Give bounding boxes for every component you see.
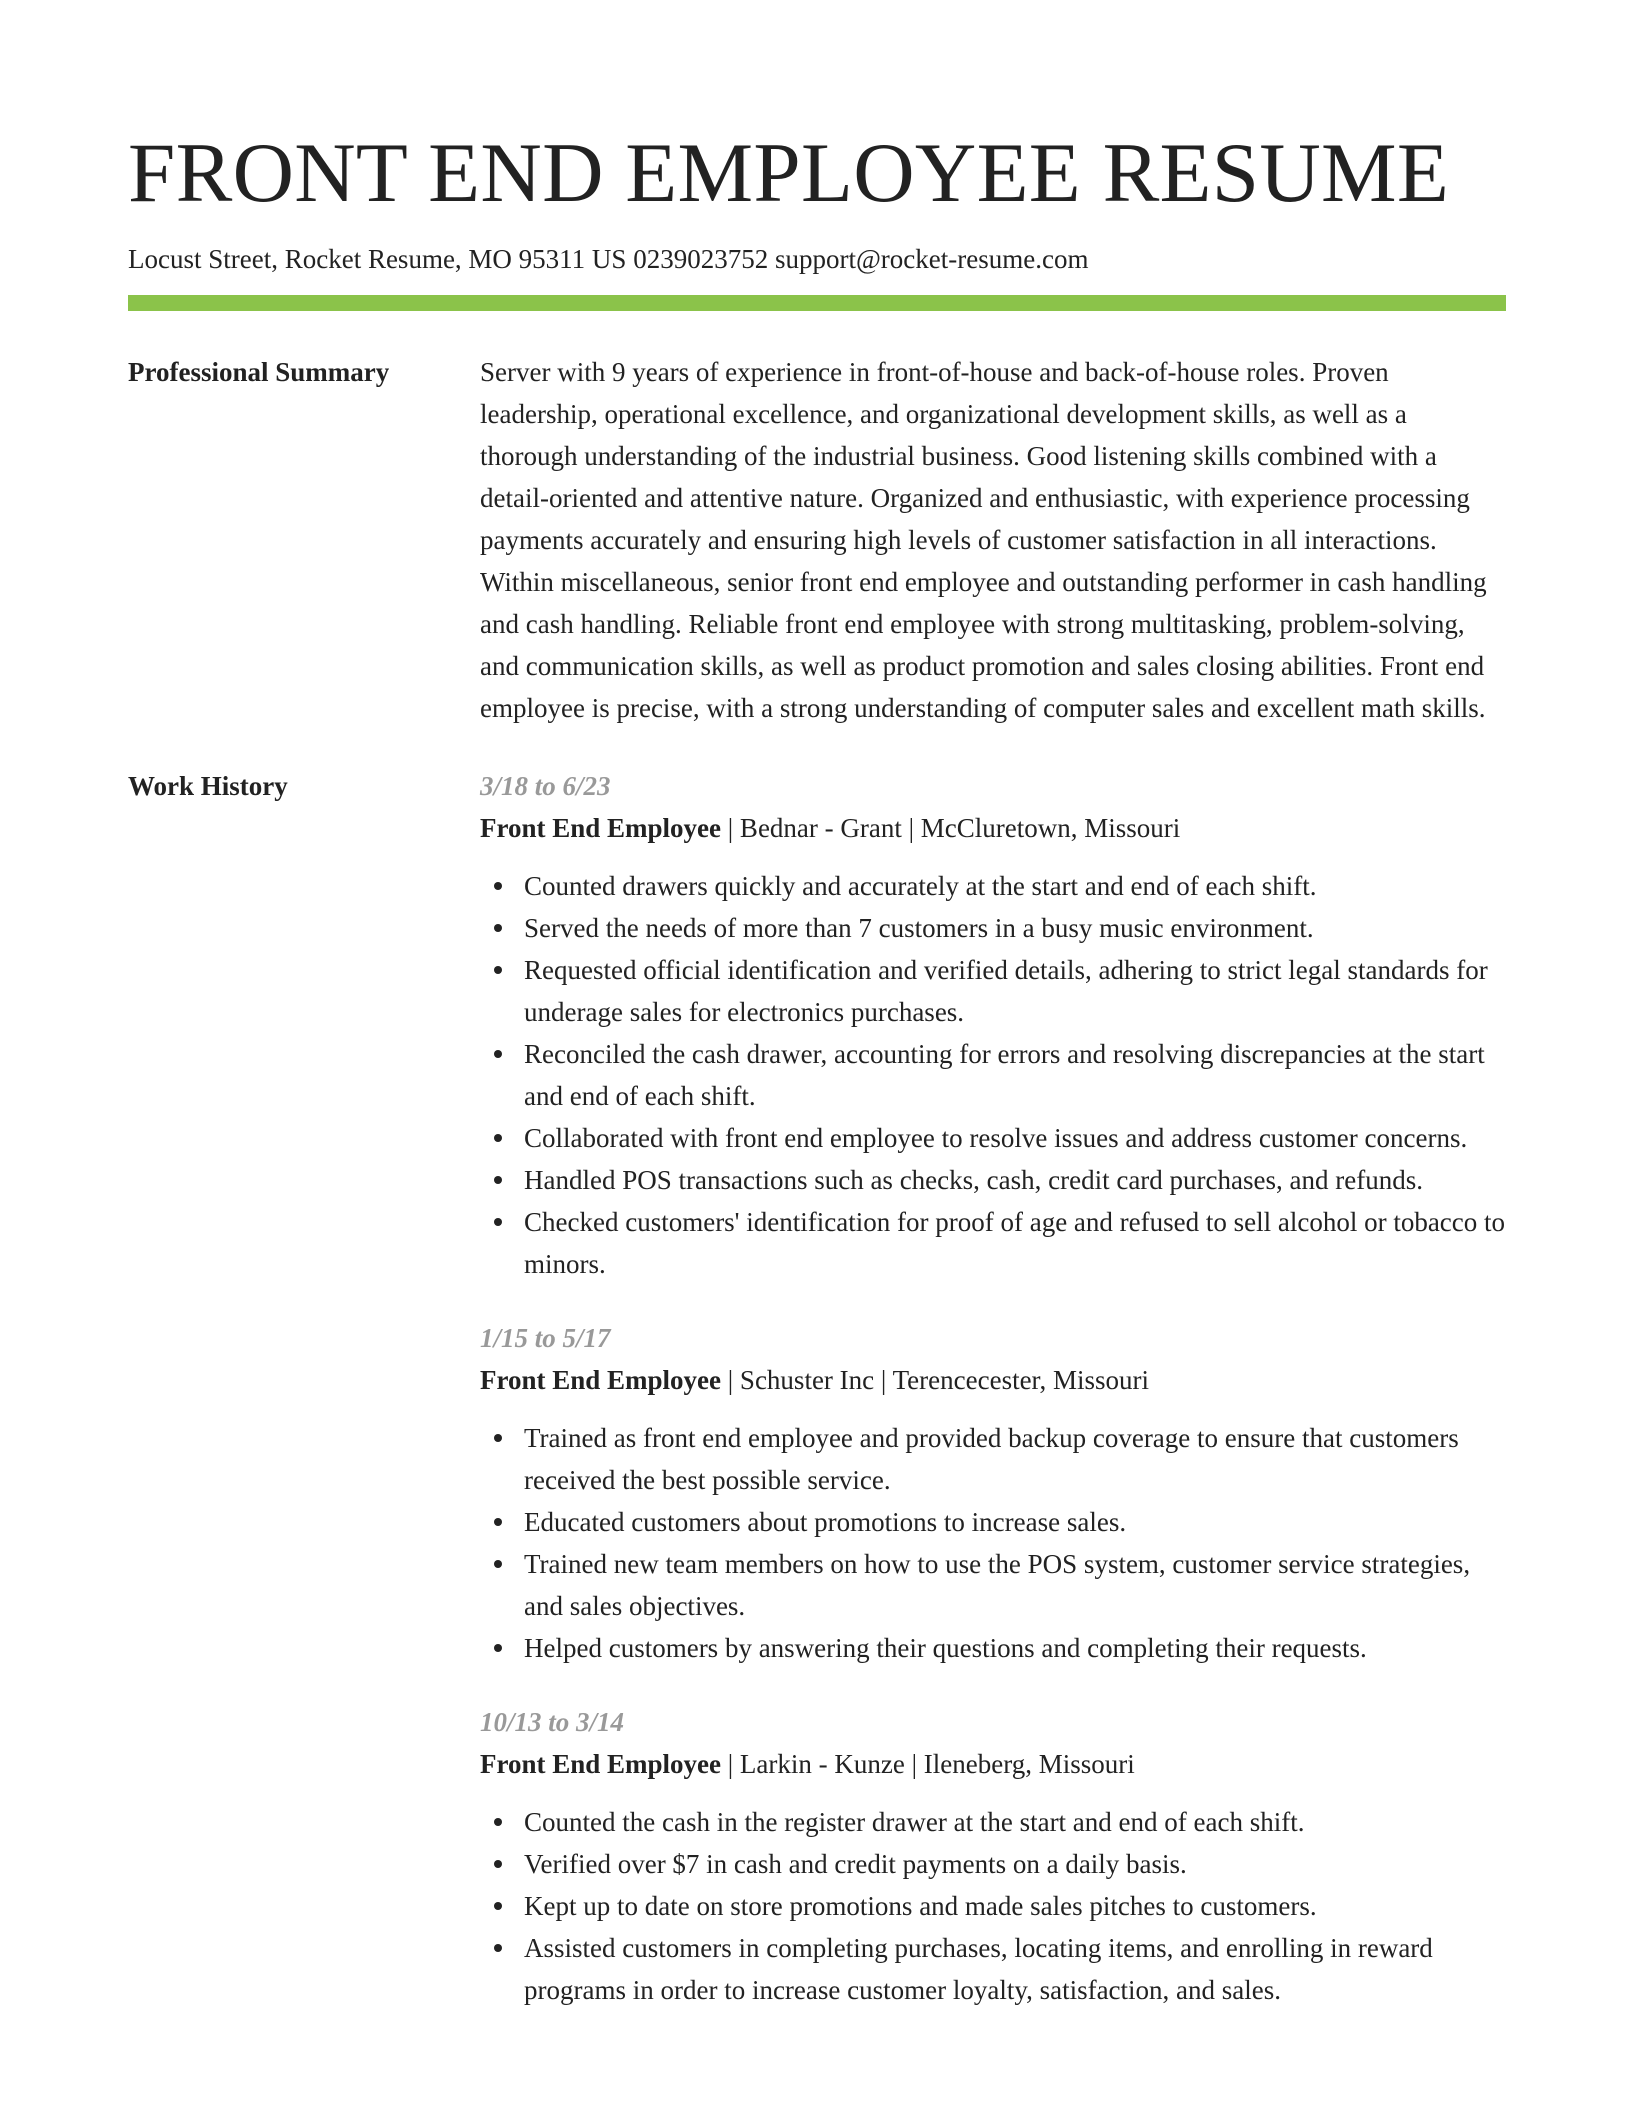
job-duties-list bbox=[480, 1801, 1506, 2011]
job-duty-item bbox=[480, 1927, 1506, 2011]
job-duty-item bbox=[480, 907, 1506, 949]
resume-page bbox=[128, 118, 1506, 2011]
bullet-dot-icon bbox=[494, 1860, 502, 1868]
job-duty-text: Kept up to date on store promotions and made sales pitches to customers. bbox=[524, 1891, 1317, 1921]
bullet-dot-icon bbox=[494, 1818, 502, 1826]
job-duty-text: Served the needs of more than 7 customers in a busy music environment. bbox=[524, 913, 1314, 943]
bullet-dot-icon bbox=[494, 1518, 502, 1526]
bullet-dot-icon bbox=[494, 924, 502, 932]
job-duty-item bbox=[480, 949, 1506, 1033]
bullet-dot-icon bbox=[494, 1902, 502, 1910]
job-heading bbox=[480, 1359, 1506, 1401]
job-duty-text: Collaborated with front end employee to resolve issues and address customer concerns. bbox=[524, 1123, 1468, 1153]
job-duty-text: Assisted customers in completing purchases, locating items, and enrolling in reward programs in order to increase customer loyalty, satisfaction, and sales. bbox=[524, 1933, 1433, 2005]
job-title: Front End Employee bbox=[480, 1749, 722, 1779]
work-history-heading: Work History bbox=[128, 771, 288, 801]
work-history-body bbox=[480, 765, 1506, 2011]
bullet-dot-icon bbox=[494, 1644, 502, 1652]
job-duty-item bbox=[480, 1117, 1506, 1159]
job-duty-text: Educated customers about promotions to increase sales. bbox=[524, 1507, 1127, 1537]
bullet-dot-icon bbox=[494, 882, 502, 890]
bullet-dot-icon bbox=[494, 1218, 502, 1226]
job-heading bbox=[480, 807, 1506, 849]
job-duty-item bbox=[480, 1843, 1506, 1885]
professional-summary-heading: Professional Summary bbox=[128, 357, 390, 387]
job-duty-text: Requested official identification and verified details, adhering to strict legal standards for underage sales for electronics purchases. bbox=[524, 955, 1488, 1027]
bullet-dot-icon bbox=[494, 1560, 502, 1568]
job-dates: 10/13 to 3/14 bbox=[480, 1707, 625, 1737]
job-employer-location: | Bednar - Grant | McCluretown, Missouri bbox=[721, 813, 1181, 843]
job-duty-text: Trained as front end employee and provided backup coverage to ensure that customers received the best possible service. bbox=[524, 1423, 1459, 1495]
job-entry bbox=[480, 1317, 1506, 1669]
job-duty-item bbox=[480, 1417, 1506, 1501]
job-employer-location: | Larkin - Kunze | Ileneberg, Missouri bbox=[721, 1749, 1135, 1779]
job-duty-item bbox=[480, 1159, 1506, 1201]
job-duties-list bbox=[480, 1417, 1506, 1669]
bullet-dot-icon bbox=[494, 1944, 502, 1952]
job-duty-item bbox=[480, 1885, 1506, 1927]
job-duty-item bbox=[480, 1501, 1506, 1543]
work-history-section bbox=[128, 765, 1506, 2011]
professional-summary-text: Server with 9 years of experience in front-of-house and back-of-house roles. Proven leadership, operational excellence, and organizational development skills, as well as a thorough understanding of the industrial business. Good listening skills combined with a detail-oriented and attentive nature. Organized and enthusiastic, with experience processing payments accurately and ensuring high levels of customer satisfaction in all interactions. Within miscellaneous, senior front end employee and outstanding performer in cash handling and cash handling. Reliable front end employee with strong multitasking, problem-solving, and communication skills, as well as product promotion and sales closing abilities. Front end employee is precise, with a strong understanding of computer sales and excellent math skills. bbox=[480, 357, 1487, 723]
job-duty-text: Checked customers' identification for proof of age and refused to sell alcohol or tobacco to minors. bbox=[524, 1207, 1506, 1279]
bullet-dot-icon bbox=[494, 1050, 502, 1058]
resume-title: FRONT END EMPLOYEE RESUME bbox=[128, 126, 1450, 220]
job-duty-text: Verified over $7 in cash and credit payments on a daily basis. bbox=[524, 1849, 1187, 1879]
bullet-dot-icon bbox=[494, 1176, 502, 1184]
job-dates: 1/15 to 5/17 bbox=[480, 1323, 611, 1353]
professional-summary-body bbox=[480, 351, 1506, 729]
bullet-dot-icon bbox=[494, 1434, 502, 1442]
professional-summary-section bbox=[128, 351, 1506, 729]
job-duty-item bbox=[480, 1033, 1506, 1117]
job-heading bbox=[480, 1743, 1506, 1785]
job-title: Front End Employee bbox=[480, 813, 722, 843]
job-duty-text: Counted drawers quickly and accurately at the start and end of each shift. bbox=[524, 871, 1317, 901]
job-dates: 3/18 to 6/23 bbox=[480, 771, 611, 801]
job-duty-text: Reconciled the cash drawer, accounting for errors and resolving discrepancies at the start and end of each shift. bbox=[524, 1039, 1485, 1111]
job-entry bbox=[480, 1701, 1506, 2011]
job-duty-item bbox=[480, 1543, 1506, 1627]
contact-line: Locust Street, Rocket Resume, MO 95311 US 0239023752 support@rocket-resume.com bbox=[128, 244, 1089, 274]
job-duty-item bbox=[480, 1627, 1506, 1669]
job-entry bbox=[480, 765, 1506, 1285]
job-duties-list bbox=[480, 865, 1506, 1285]
bullet-dot-icon bbox=[494, 1134, 502, 1142]
job-title: Front End Employee bbox=[480, 1365, 722, 1395]
job-duty-text: Helped customers by answering their questions and completing their requests. bbox=[524, 1633, 1367, 1663]
job-duty-text: Counted the cash in the register drawer at the start and end of each shift. bbox=[524, 1807, 1305, 1837]
job-duty-text: Trained new team members on how to use the POS system, customer service strategies, and sales objectives. bbox=[524, 1549, 1471, 1621]
bullet-dot-icon bbox=[494, 966, 502, 974]
job-duty-item bbox=[480, 865, 1506, 907]
job-duty-text: Handled POS transactions such as checks, cash, credit card purchases, and refunds. bbox=[524, 1165, 1423, 1195]
job-duty-item bbox=[480, 1201, 1506, 1285]
job-employer-location: | Schuster Inc | Terencecester, Missouri bbox=[721, 1365, 1149, 1395]
job-duty-item bbox=[480, 1801, 1506, 1843]
header-divider bbox=[128, 295, 1506, 311]
